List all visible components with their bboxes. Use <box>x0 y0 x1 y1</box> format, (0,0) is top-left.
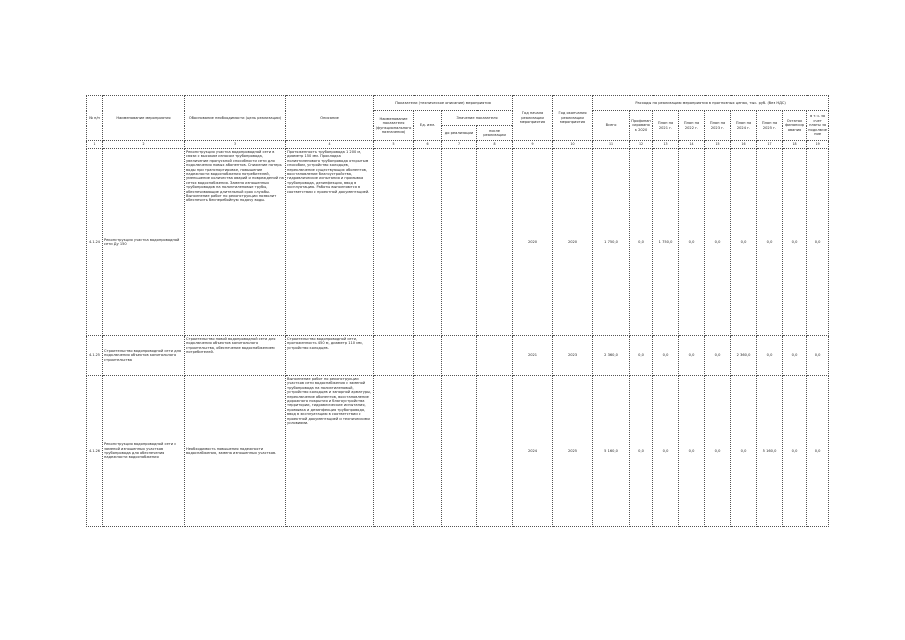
column-number: 6 <box>414 141 442 149</box>
row-y1: 0,0 <box>653 336 679 376</box>
table-row <box>87 336 829 376</box>
row-value-before <box>442 336 477 376</box>
col-y4-header: План на 2024 г. <box>731 111 757 141</box>
column-number: 16 <box>731 141 757 149</box>
row-y3: 0,0 <box>705 149 731 336</box>
row-reason: Строительство новой водопроводной сети для подключения объектов капитального строительства, обеспечение водоснабжением потребителей. <box>185 336 286 376</box>
row-year-end: 2020 <box>553 149 593 336</box>
row-y4: 0,0 <box>731 376 757 527</box>
financing-group-header: Расходы на реализацию мероприятия в прогнозных ценах, тыс. руб. (без НДС) <box>593 96 829 111</box>
row-spent: 0,0 <box>630 336 653 376</box>
column-number: 3 <box>185 141 286 149</box>
column-number: 14 <box>679 141 705 149</box>
row-spent: 0,0 <box>630 376 653 527</box>
row-rest: 0,0 <box>783 336 807 376</box>
col-before-header: до реализации <box>442 126 477 141</box>
row-indicator-name <box>374 149 414 336</box>
col-name-header: Наименование мероприятия <box>103 96 185 141</box>
row-y3: 0,0 <box>705 376 731 527</box>
row-value-before <box>442 376 477 527</box>
row-indicator-name <box>374 336 414 376</box>
row-reason: Реконструкция участка водопроводной сети в связи с высоким износом трубопровода, увеличение пропускной способности сети для подключения новых абонентов. Снижение потерь воды при транспортировке, повышение надежности водоснабжения потребителей, уменьшение количества аварий и повреждений на сетях водоснабжения. Замена изношенных трубопроводов на полиэтиленовые трубы, обеспечивающие длительный срок службы. Выполнение работ по реконструкции позволит обеспечить бесперебойную подачу воды. <box>185 149 286 336</box>
col-total-header: Всего <box>593 111 630 141</box>
row-year-end: 2025 <box>553 376 593 527</box>
row-value-after <box>477 336 513 376</box>
col-y3-header: План на 2023 г. <box>705 111 731 141</box>
row-y5: 5 160,0 <box>757 376 783 527</box>
column-number: 11 <box>593 141 630 149</box>
col-after-header: после реализации <box>477 126 513 141</box>
row-description: Протяженность трубопровода 1 200 м, диаметр 150 мм. Прокладка полиэтиленового трубопровода открытым способом, устройство колодцев, переключение существующих абонентов, восстановление благоустройства, гидравлические испытания и промывка трубопровода, дезинфекция, ввод в эксплуатацию. Работы выполняются в соответствии с проектной документацией. <box>286 149 374 336</box>
row-number: 4.1.24 <box>87 149 103 336</box>
col-spent-header: Профинансировано к 2020 <box>630 111 653 141</box>
table-row <box>87 149 829 336</box>
column-number: 19 <box>807 141 829 149</box>
document-sheet <box>86 95 828 513</box>
col-y1-header: План на 2021 г. <box>653 111 679 141</box>
row-number: 4.1.26 <box>87 376 103 527</box>
row-rest: 0,0 <box>783 149 807 336</box>
investment-table <box>86 95 829 527</box>
col-year-end-header: Год окончания реализации мероприятия <box>553 96 593 141</box>
column-number: 15 <box>705 141 731 149</box>
column-number: 10 <box>553 141 593 149</box>
row-effect: 0,0 <box>807 336 829 376</box>
col-number-header: № п/п <box>87 96 103 141</box>
row-name: Строительство водопроводной сети для подключения объектов капитального строительства <box>103 336 185 376</box>
row-year-start: 2024 <box>513 376 553 527</box>
col-unit-header: Ед. изм. <box>414 111 442 141</box>
row-total: 2 360,0 <box>593 336 630 376</box>
row-description: Выполнение работ по реконструкции участков сети водоснабжения с заменой трубопровода на полиэтиленовый, устройство колодцев и запорной арматуры, переключение абонентов, восстановление дорожного покрытия и благоустройства территории, гидравлические испытания, промывка и дезинфекция трубопровода, ввод в эксплуатацию в соответствии с проектной документацией и техническими условиями. <box>286 376 374 527</box>
column-number: 2 <box>103 141 185 149</box>
col-reason-header: Обоснование необходимости (цель реализации) <box>185 96 286 141</box>
row-rest: 0,0 <box>783 376 807 527</box>
column-number: 13 <box>653 141 679 149</box>
row-description: Строительство водопроводной сети, протяженность 450 м, диаметр 110 мм, устройство колодцев. <box>286 336 374 376</box>
col-rest-header: Остаток финансирования <box>783 111 807 141</box>
row-year-end: 2023 <box>553 336 593 376</box>
row-number: 4.1.25 <box>87 336 103 376</box>
table-row <box>87 376 829 527</box>
row-y4: 0,0 <box>731 149 757 336</box>
row-effect: 0,0 <box>807 149 829 336</box>
row-unit <box>414 149 442 336</box>
row-reason: Необходимость повышения надежности водоснабжения, замена изношенных участков. <box>185 376 286 527</box>
col-year-start-header: Год начала реализации мероприятия <box>513 96 553 141</box>
column-number: 12 <box>630 141 653 149</box>
column-numbers-row <box>87 141 829 149</box>
row-value-after <box>477 149 513 336</box>
row-total: 5 160,0 <box>593 376 630 527</box>
row-total: 1 750,0 <box>593 149 630 336</box>
column-number: 4 <box>286 141 374 149</box>
column-number: 8 <box>477 141 513 149</box>
column-number: 7 <box>442 141 477 149</box>
column-number: 5 <box>374 141 414 149</box>
col-y5-header: План на 2025 г. <box>757 111 783 141</box>
column-number: 17 <box>757 141 783 149</box>
row-unit <box>414 376 442 527</box>
indicators-group-header: Показатели (техническое описание) мероприятия <box>374 96 513 111</box>
row-y2: 0,0 <box>679 336 705 376</box>
col-ind-name-header: Наименование показателя (функционального назначения) <box>374 111 414 141</box>
row-y2: 0,0 <box>679 376 705 527</box>
row-name: Реконструкция водопроводной сети с заменой изношенных участков трубопровода для обеспечения надежности водоснабжения <box>103 376 185 527</box>
row-y5: 0,0 <box>757 336 783 376</box>
row-y2: 0,0 <box>679 149 705 336</box>
row-name: Реконструкция участка водопроводной сети Ду 150 <box>103 149 185 336</box>
row-indicator-name <box>374 376 414 527</box>
row-effect: 0,0 <box>807 376 829 527</box>
col-y2-header: План на 2022 г. <box>679 111 705 141</box>
values-group-header: Значение показателя <box>442 111 513 126</box>
row-y4: 2 360,0 <box>731 336 757 376</box>
column-number: 18 <box>783 141 807 149</box>
row-y1: 1 750,0 <box>653 149 679 336</box>
row-y3: 0,0 <box>705 336 731 376</box>
row-value-after <box>477 376 513 527</box>
col-desc-header: Описание <box>286 96 374 141</box>
row-spent: 0,0 <box>630 149 653 336</box>
row-unit <box>414 336 442 376</box>
row-value-before <box>442 149 477 336</box>
column-number: 1 <box>87 141 103 149</box>
column-number: 9 <box>513 141 553 149</box>
col-effect-header: в т.ч. за счет платы за подключение <box>807 111 829 141</box>
row-year-start: 2021 <box>513 336 553 376</box>
row-year-start: 2020 <box>513 149 553 336</box>
row-y5: 0,0 <box>757 149 783 336</box>
row-y1: 0,0 <box>653 376 679 527</box>
